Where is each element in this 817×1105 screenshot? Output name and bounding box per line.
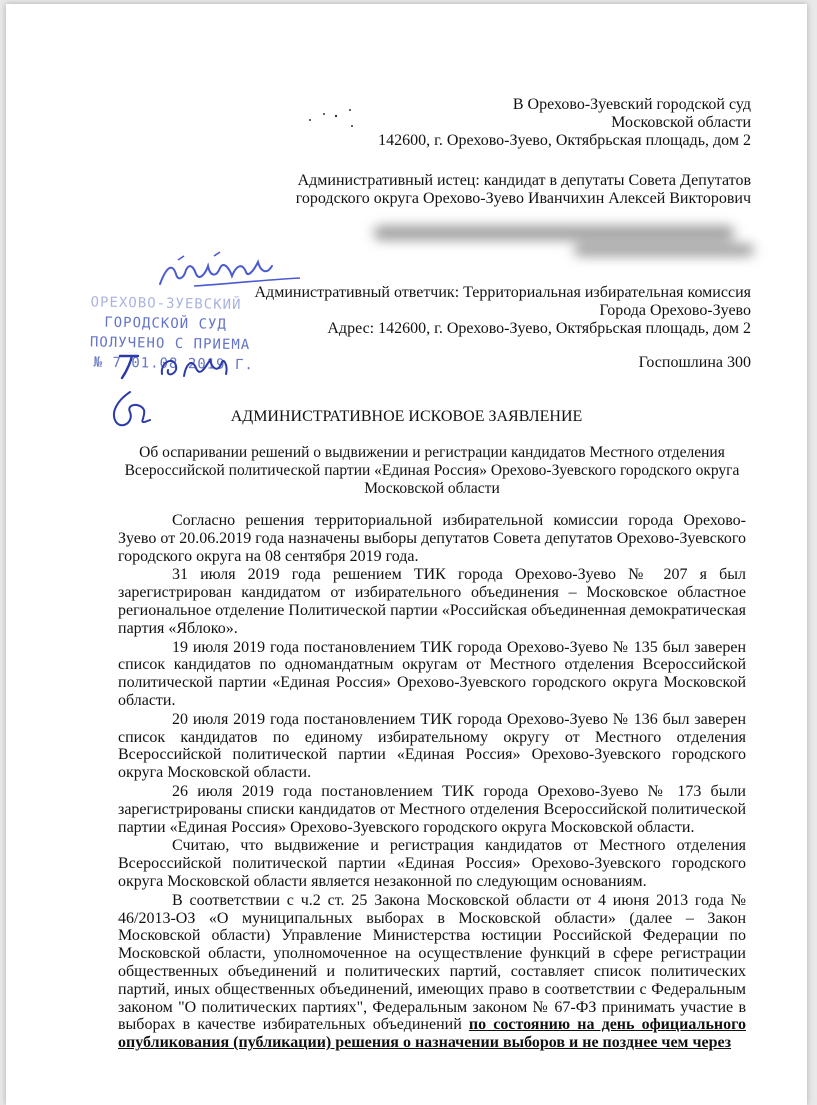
defendant-line: Административный ответчик: Территориальная избирательная комиссия bbox=[254, 284, 751, 301]
court-line: В Орехово-Зуевский городской суд bbox=[512, 96, 751, 113]
state-fee: Госпошлина 300 bbox=[638, 354, 751, 371]
court-address bbox=[378, 96, 751, 150]
document-subtitle bbox=[122, 444, 742, 498]
document-title: АДМИНИСТРАТИВНОЕ ИСКОВОЕ ЗАЯВЛЕНИЕ bbox=[230, 408, 583, 425]
stamp-line: ОРЕХОВО-ЗУЕВСКИЙ bbox=[90, 294, 242, 314]
subtitle-line: Об оспаривании решений о выдвижении и регистрации кандидатов Местного отделения bbox=[139, 444, 725, 461]
stamp-line: № 7 01.08 2019 Г. bbox=[93, 354, 254, 374]
stamp-line: ПОЛУЧЕНО С ПРИЕМА bbox=[89, 334, 251, 354]
law-emphasis: по состоянию на день официального опубликования (публикации) решения о назначении выборов и не позднее чем через bbox=[118, 1016, 746, 1052]
subtitle-line: Всероссийской политической партии «Единая Россия» Орехово-Зуевского городского округа bbox=[124, 462, 740, 479]
document-content bbox=[6, 4, 807, 1105]
law-text: В соответствии с ч.2 ст. 25 Закона Московской области от 4 июня 2013 года № 46/2013-ОЗ «О муниципальных выборах в Московской области» (далее – Закон Московской области) Управление Министерства юстиции Российской Федерации по Московской области, уполномоченное на осуществление функций в сфере регистрации общественных объединений и политических партий, составляет список политических партий, иных общественных объединений, имеющих право в соответствии с Федеральным законом "О политических партиях", Федеральным законом № 67-ФЗ принимать участие в выборах в качестве избирательных объединений bbox=[118, 891, 746, 1034]
body-paragraph: 31 июля 2019 года решением ТИК города Орехово-Зуево № 207 я был зарегистрирован кандидатом от избирательного объединения – Московское областное региональное отделение Политической партии «Российская объединенная демократическая партия «Яблоко». bbox=[118, 566, 746, 637]
body-paragraph: 26 июля 2019 года постановлением ТИК города Орехово-Зуево № 173 были зарегистрированы списки кандидатов от Местного отделения Всероссийской политической партии «Единая Россия» Орехово-Зуевского городского округа Московской области. bbox=[118, 782, 746, 836]
defendant-block bbox=[255, 284, 752, 338]
plaintiff-line: городского округа Орехово-Зуево Иванчихин Алексей Викторович bbox=[295, 190, 751, 207]
defendant-line: Города Орехово-Зуево bbox=[599, 302, 751, 319]
defendant-line: Адрес: 142600, г. Орехово-Зуево, Октябрьская площадь, дом 2 bbox=[327, 320, 751, 337]
court-line: Московской области bbox=[611, 114, 751, 131]
stamp-line: ГОРОДСКОЙ СУД bbox=[104, 314, 227, 333]
document-body bbox=[118, 512, 746, 1052]
body-paragraph: 19 июля 2019 года постановлением ТИК города Орехово-Зуево № 135 был заверен список кандидатов по одномандатным округам от Местного отделения Всероссийской политической партии «Единая Россия» Орехово-Зуевского городского округа Московской области. bbox=[118, 638, 746, 709]
court-line: 142600, г. Орехово-Зуево, Октябрьская площадь, дом 2 bbox=[378, 132, 751, 149]
redacted-area bbox=[374, 224, 758, 258]
body-paragraph-law bbox=[118, 892, 746, 1052]
body-paragraph: Считаю, что выдвижение и регистрация кандидатов от Местного отделения Всероссийской политической партии «Единая Россия» Орехово-Зуевского городского округа Московской области является незаконной по следующим основаниям. bbox=[118, 837, 746, 890]
scan-speckles bbox=[306, 104, 366, 134]
body-paragraph: 20 июля 2019 года постановлением ТИК города Орехово-Зуево № 136 был заверен список кандидатов по единому избирательному округу от Местного отделения Всероссийской политической партии «Единая Россия» Орехово-Зуевского городского округа Московской области. bbox=[118, 710, 746, 782]
plaintiff-block bbox=[296, 172, 751, 208]
body-paragraph: Согласно решения территориальной избирательной комиссии города Орехово-Зуево от 20.06.2019 года назначены выборы депутатов Совета депутатов Орехово-Зуевского городского округа на 08 сентября 2019 года. bbox=[118, 512, 746, 565]
court-receipt-stamp bbox=[89, 292, 271, 385]
plaintiff-line: Административный истец: кандидат в депутаты Совета Депутатов bbox=[297, 172, 751, 189]
document-page bbox=[6, 4, 807, 1105]
subtitle-line: Московской области bbox=[364, 480, 500, 497]
